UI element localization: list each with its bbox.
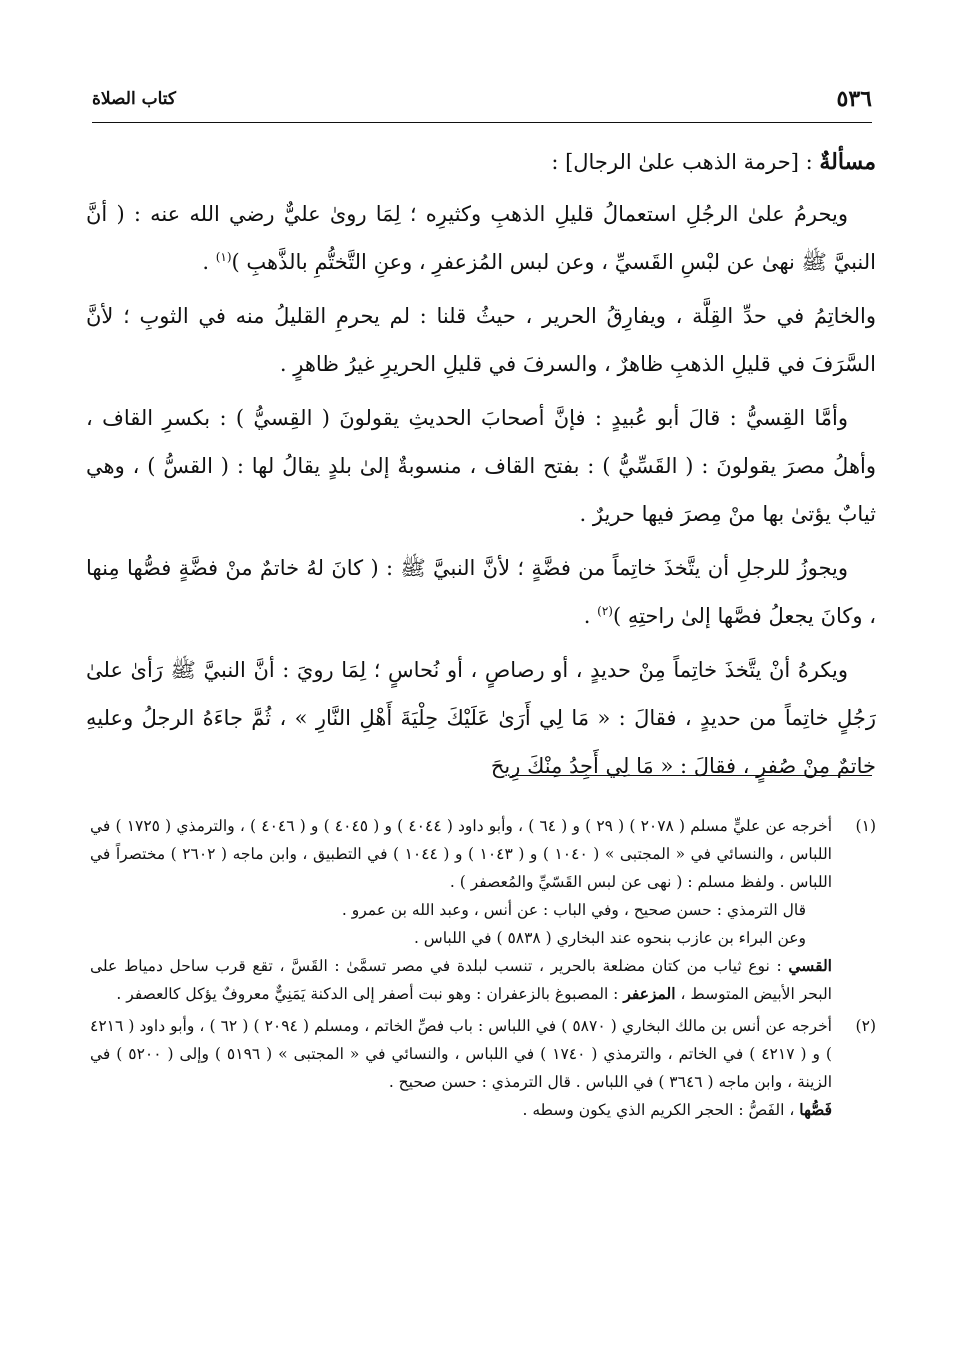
footnote-text: أخرجه عن عليٍّ مسلم ( ٢٠٧٨ ) ( ٢٩ ) و ( ٦٤ ) ، وأبو داود ( ٤٠٤٤ ) و ( ٤٠٤٥ ) و ( ٤٠٤٦ ) ، والترمذي ( ١٧٢٥ ) في اللباس ، والنسائي في « المجتبى » ( ١٠٤٠ ) و ( ١٠٤٣ ) و ( ١٠٤٤ ) في التطبيق ، وابن ماجه ( ٢٦٠٢ ) مختصراً في اللباس . ولفظ مسلم : ( نهى عن لبس القَسّيِّ والمُعصفر ) . bbox=[90, 817, 833, 891]
paragraph-end: . bbox=[583, 604, 598, 628]
masala-label: مسألةٌ bbox=[819, 149, 876, 175]
page-header bbox=[92, 86, 872, 123]
footnote-number: (٢) bbox=[855, 1017, 876, 1035]
paragraph-text: ويحرمُ علىٰ الرجُلِ استعمالُ قليلِ الذهبِ وكثيرِه ؛ لِمَا روىٰ عليٌّ رضي الله عنه : ( أنَّ النبيَّ ﷺ نهىٰ عن لبْسِ القَسيِّ ، وعن لبس المُزعفرِ ، وعنِ التَّختُّمِ بالذَّهبِ ) bbox=[86, 202, 876, 274]
footnote-subnote: قال الترمذي : حسن صحيح ، وفي الباب : عن أنس ، وعبد الله بن عمرو . bbox=[341, 901, 806, 919]
footnote-number: (١) bbox=[855, 817, 876, 835]
gloss-text: : نوع ثياب من كتان مضلعة بالحرير ، تنسب لبلدة في مصر تسمَّىٰ : القَسَّ ، تقع قرب ساحل دمياط على البحر الأبيض المتوسط ، bbox=[90, 957, 832, 1003]
footnote-2 bbox=[90, 1012, 876, 1124]
gloss-text: : المصبوغ بالزعفران : وهو نبت أصفر إلى الدكنة يَمَنِيٌّ معروفٌ يؤكل كالعصفر . bbox=[116, 985, 624, 1003]
footnote-separator bbox=[512, 775, 872, 776]
footnote-glossary bbox=[90, 1096, 832, 1124]
paragraph-end: . bbox=[202, 250, 216, 274]
gloss-term: القسي bbox=[788, 956, 832, 975]
masala-title: : [حرمة الذهب علىٰ الرجال] : bbox=[551, 150, 820, 174]
section-heading bbox=[86, 138, 876, 186]
footnote-glossary bbox=[90, 952, 832, 1008]
page-number: ٥٣٦ bbox=[836, 86, 872, 112]
footnote-subnote: وعن البراء بن عازب بنحوه عند البخاري ( ٥٨٣٨ ) في اللباس . bbox=[413, 929, 806, 947]
footnote-text: أخرجه عن أنس بن مالك البخاري ( ٥٨٧٠ ) في اللباس : باب فصِّ الخاتم ، ومسلم ( ٢٠٩٤ ) ( ٦٢ ) ، وأبو داود ( ٤٢١٦ ) و ( ٤٢١٧ ) في الخاتم ، والترمذي ( ١٧٤٠ ) في اللباس ، والنسائي في « المجتبى » ( ٥١٩٦ ) وإلى ( ٥٢٠٠ ) في الزينة ، وابن ماجه ( ٣٦٤٦ ) في اللباس . قال الترمذي : حسن صحيح . bbox=[90, 1017, 832, 1091]
footnote-ref-1[interactable]: (١) bbox=[215, 250, 232, 264]
gloss-text: ، الفَصُّ : الحجر الكريم الذي يكون وسطه . bbox=[522, 1101, 800, 1119]
paragraph-iron-ring: ويكرهُ أنْ يتَّخذَ خاتِماً مِنْ حديدٍ ، أو رصاصٍ ، أو نُحاسٍ ؛ لِمَا رويَ : أنَّ النبيَّ ﷺ رَأىٰ علىٰ رَجُلٍ خاتِماً من حديدٍ ، فقالَ : « مَا لِي أَرَىٰ عَلَيْكَ حِلْيَةَ أَهْلِ النَّارِ » ، ثُمَّ جاءَهُ الرجلُ وعليهِ خاتمٌ مِنْ صُفرٍ ، فقالَ : « مَا لِي أَجِدُ مِنْكَ رِيحَ bbox=[86, 658, 876, 778]
paragraph-silver-ring bbox=[86, 544, 876, 640]
gloss-term: المزعفر bbox=[623, 984, 676, 1003]
paragraph-text: ويجوزُ للرجلِ أن يتَّخذَ خاتِماً من فضَّةٍ ؛ لأنَّ النبيَّ ﷺ : ( كانَ لهُ خاتمٌ منْ فضَّةٍ فصُّها مِنها ، وكانَ يجعلُ فصَّها إلىٰ راحتِهِ ) bbox=[86, 556, 876, 628]
running-title: كتاب الصلاة bbox=[92, 89, 177, 109]
paragraph-gold-prohibition bbox=[86, 190, 876, 286]
footnote-1 bbox=[90, 812, 876, 1008]
paragraph-ring-amount: والخاتِمُ في حدِّ القِلَّة ، ويفارِقُ الحرير ، حيثُ قلنا : لم يحرمِ القليلُ منه في الثوبِ ؛ لأنَّ السَّرَفَ في قليلِ الذهبِ ظاهرٌ ، والسرفَ في قليلِ الحريرِ غيرُ ظاهرٍ . bbox=[86, 304, 876, 376]
gloss-term: فَصُّها bbox=[799, 1100, 832, 1119]
paragraph-qassi: وأمَّا القِسيُّ : قالَ أبو عُبيدٍ : فإنَّ أصحابَ الحديثِ يقولونَ ( القِسيُّ ) : بكسرِ القاف ، وأهلُ مصرَ يقولونَ : ( القَسِّيُّ ) : بفتح القاف ، منسوبةٌ إلىٰ بلدٍ يقالُ لها : ( القسُّ ) ، وهي ثيابٌ يؤتىٰ بها منْ مِصرَ فيها حريرٌ . bbox=[86, 406, 876, 526]
footnote-ref-2[interactable]: (٢) bbox=[597, 604, 613, 618]
main-text bbox=[86, 138, 876, 796]
footnotes bbox=[90, 812, 876, 1128]
